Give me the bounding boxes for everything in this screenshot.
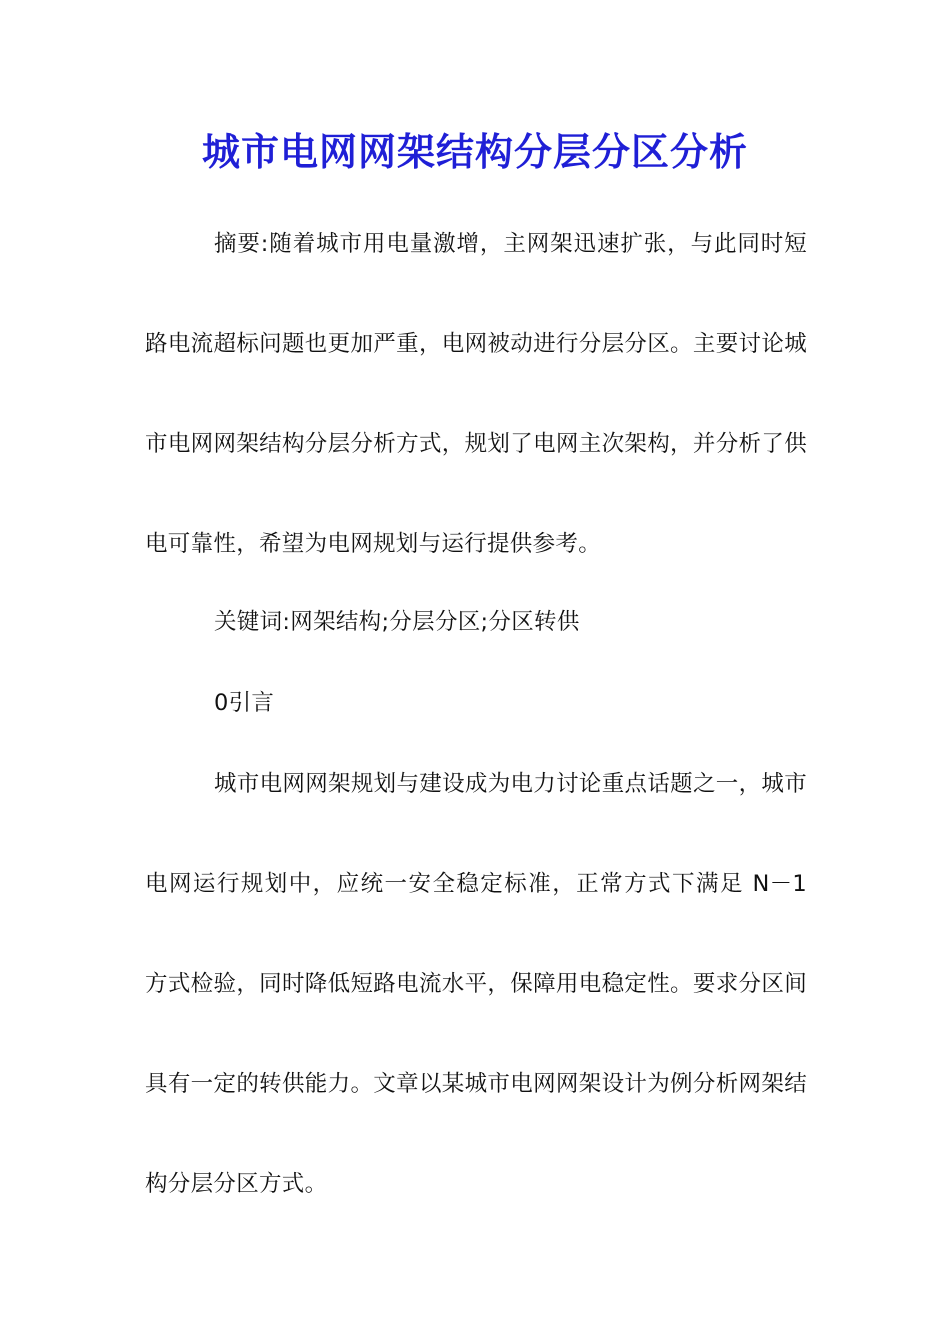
- section-heading-introduction: 0引言: [214, 690, 275, 716]
- abstract-paragraph: 摘要:随着城市用电量激增，主网架迅速扩张，与此同时短路电流超标问题也更加严重，电网被动进行分层分区。主要讨论城市电网网架结构分层分析方式，规划了电网主次架构，并分析了供电可靠性，希望为电网规划与运行提供参考。: [145, 231, 807, 557]
- document-title: 城市电网网架结构分层分区分析: [201, 129, 748, 174]
- keywords-line: 关键词:网架结构;分层分区;分区转供: [214, 609, 580, 635]
- introduction-paragraph: 城市电网网架规划与建设成为电力讨论重点话题之一，城市电网运行规划中，应统一安全稳定标准，正常方式下满足 N－1 方式检验，同时降低短路电流水平，保障用电稳定性。要求分区间具有一定的转供能力。文章以某城市电网网架设计为例分析网架结构分层分区方式。: [145, 771, 807, 1197]
